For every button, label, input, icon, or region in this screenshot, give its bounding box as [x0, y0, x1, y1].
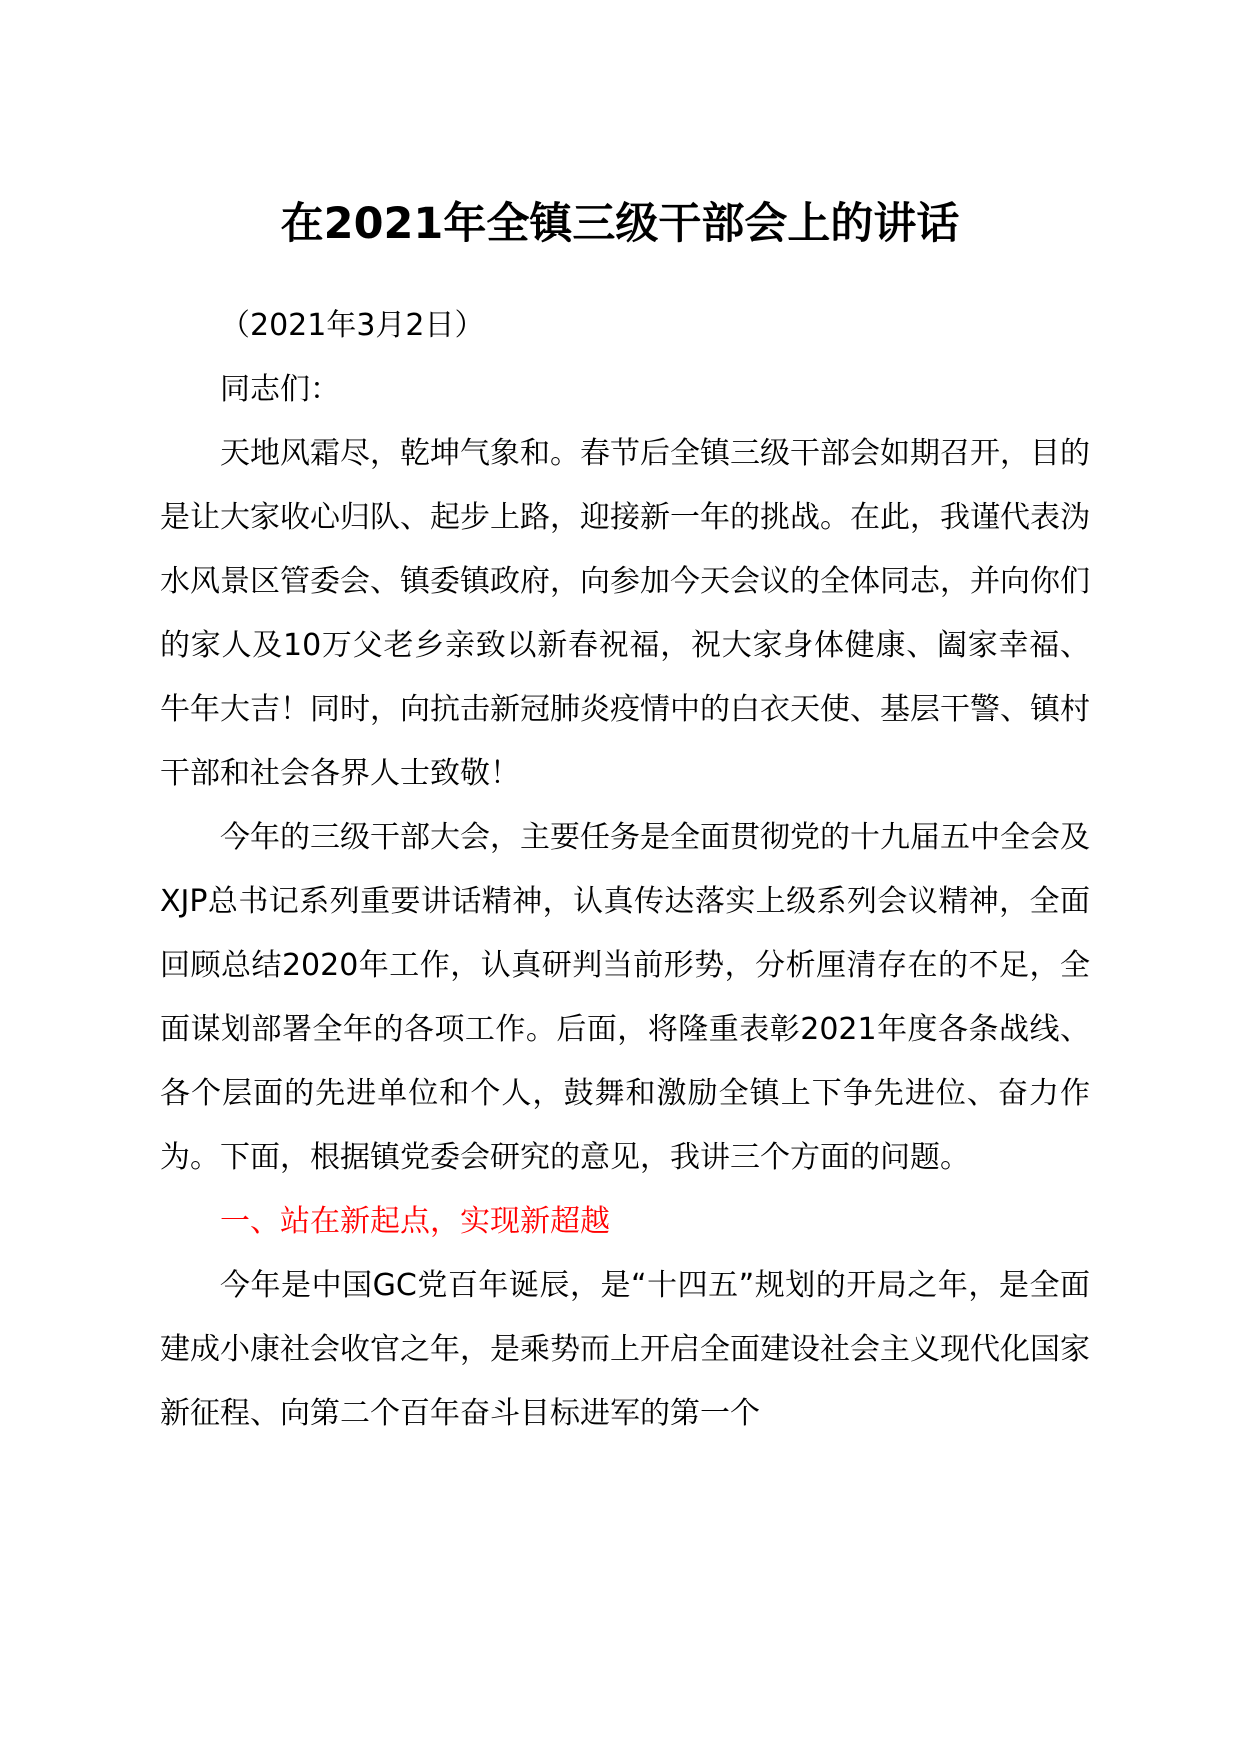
section-1-heading: 一、站在新起点，实现新超越: [220, 1204, 610, 1239]
document-body: [160, 294, 1090, 1446]
paragraph-1: 天地风霜尽，乾坤气象和。春节后全镇三级干部会如期召开，目的是让大家收心归队、起步上路，迎接新一年的挑战。在此，我谨代表沩水风景区管委会、镇委镇政府，向参加今天会议的全体同志，并向你们的家人及10万父老乡亲致以新春祝福，祝大家身体健康、阖家幸福、牛年大吉！同时，向抗击新冠肺炎疫情中的白衣天使、基层干警、镇村干部和社会各界人士致敬！: [160, 436, 1090, 791]
salutation: 同志们：: [220, 372, 340, 407]
paragraph-3: 今年是中国GC党百年诞辰，是“十四五”规划的开局之年，是全面建成小康社会收官之年，是乘势而上开启全面建设社会主义现代化国家新征程、向第二个百年奋斗目标进军的第一个: [160, 1268, 1090, 1431]
date-line: （2021年3月2日）: [220, 308, 485, 343]
document-title: 在2021年全镇三级干部会上的讲话: [280, 199, 960, 249]
paragraph-2: 今年的三级干部大会，主要任务是全面贯彻党的十九届五中全会及XJP总书记系列重要讲话精神，认真传达落实上级系列会议精神，全面回顾总结2020年工作，认真研判当前形势，分析厘清存在的不足，全面谋划部署全年的各项工作。后面，将隆重表彰2021年度各条战线、各个层面的先进单位和个人，鼓舞和激励全镇上下争先进位、奋力作为。下面，根据镇党委会研究的意见，我讲三个方面的问题。: [160, 820, 1090, 1175]
